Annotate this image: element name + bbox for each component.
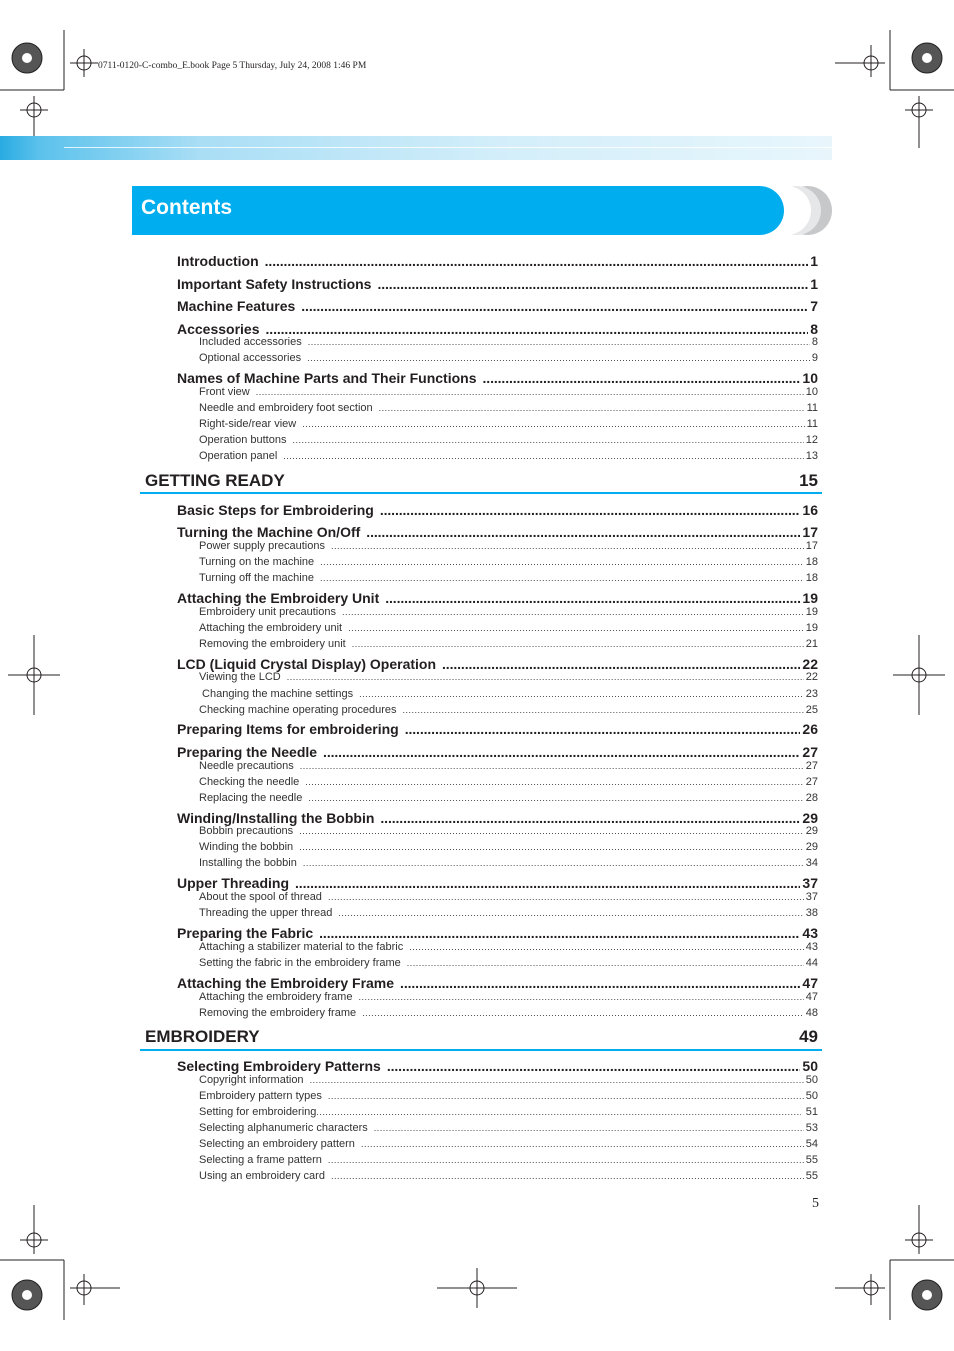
toc-entry-page: 27	[802, 744, 818, 760]
dot-leader	[405, 720, 801, 738]
toc-subentry[interactable]	[199, 791, 818, 805]
section-heading-getting-ready[interactable]	[145, 471, 818, 491]
toc-entry-page: 29	[802, 810, 818, 826]
toc-entry-page: 47	[802, 975, 818, 991]
toc-subentry-page: 44	[805, 957, 818, 969]
toc-subentry-page: 13	[805, 450, 818, 462]
toc-subentry-label: Embroidery pattern types	[199, 1090, 322, 1102]
dot-leader	[379, 401, 805, 415]
dot-leader	[380, 501, 801, 519]
toc-subentry-label: Copyright information	[199, 1074, 304, 1086]
toc-subentry[interactable]	[199, 703, 818, 717]
toc-subentry[interactable]	[199, 335, 818, 349]
toc-subentry-label: About the spool of thread	[199, 891, 322, 903]
toc-subentry-label: Turning on the machine	[199, 556, 315, 568]
toc-subentry-page: 29	[805, 825, 818, 837]
dot-leader	[320, 555, 804, 569]
toc-entry-page: 7	[810, 298, 818, 314]
dot-leader	[302, 417, 804, 431]
toc-subentry-page: 50	[805, 1090, 818, 1102]
toc-subentry[interactable]	[199, 1089, 818, 1103]
toc-subentry[interactable]	[199, 637, 818, 651]
toc-subentry[interactable]	[199, 449, 818, 463]
toc-subentry[interactable]	[199, 539, 818, 553]
section-page: 15	[799, 471, 818, 490]
toc-entry-page: 37	[802, 875, 818, 891]
toc-entry-page: 26	[802, 721, 818, 737]
toc-subentry[interactable]	[199, 433, 818, 447]
toc-entry-page: 43	[802, 925, 818, 941]
toc-subentry-page: 18	[805, 572, 818, 584]
dot-leader	[403, 703, 804, 717]
dot-leader	[256, 385, 804, 399]
toc-subentry-page: 17	[805, 540, 818, 552]
top-band-line	[64, 147, 832, 148]
toc-subentry[interactable]	[199, 571, 818, 585]
toc-subentry-label: Included accessories	[199, 336, 302, 348]
toc-subentry-label: Front view	[199, 386, 250, 398]
section-page: 49	[799, 1027, 818, 1046]
dot-leader	[377, 275, 808, 293]
toc-subentry[interactable]	[199, 759, 818, 773]
toc-subentry[interactable]	[199, 401, 818, 415]
dot-leader	[308, 335, 810, 349]
toc-subentry-label: Needle and embroidery foot section	[199, 402, 373, 414]
dot-leader	[303, 856, 804, 870]
dot-leader	[331, 1169, 804, 1183]
toc-subentry[interactable]	[199, 956, 818, 970]
section-heading-embroidery[interactable]	[145, 1027, 818, 1047]
dot-leader	[283, 449, 803, 463]
toc-subentry-label: Optional accessories	[199, 352, 302, 364]
toc-subentry[interactable]	[199, 1137, 818, 1151]
toc-subentry-page: 22	[805, 671, 818, 683]
toc-entry-label: Upper Threading	[177, 875, 290, 891]
toc-subentry[interactable]	[199, 385, 818, 399]
toc-subentry-label: Attaching the embroidery frame	[199, 991, 353, 1003]
toc-subentry-page: 53	[805, 1122, 818, 1134]
toc-entry[interactable]	[177, 275, 818, 293]
dot-leader	[409, 940, 804, 954]
toc-subentry-label: Bobbin precautions	[199, 825, 294, 837]
toc-subentry[interactable]	[199, 890, 818, 904]
toc-subentry-label: Turning off the machine	[199, 572, 314, 584]
toc-subentry-page: 50	[805, 1074, 818, 1086]
toc-subentry[interactable]	[199, 775, 818, 789]
dot-leader	[407, 956, 804, 970]
toc-subentry[interactable]	[199, 1006, 818, 1020]
toc-subentry-page: 48	[805, 1007, 818, 1019]
toc-subentry-label: Removing the embroidery unit	[199, 638, 346, 650]
dot-leader	[301, 297, 808, 315]
toc-subentry-label: Threading the upper thread	[199, 907, 333, 919]
toc-subentry[interactable]	[199, 670, 818, 684]
toc-entry-label: Attaching the Embroidery Frame	[177, 975, 395, 991]
toc-subentry-label: Power supply precautions	[199, 540, 325, 552]
toc-entry-page: 19	[802, 590, 818, 606]
toc-subentry[interactable]	[199, 1073, 818, 1087]
toc-subentry-page: 10	[805, 386, 818, 398]
toc-subentry-label: Selecting a frame pattern	[199, 1154, 322, 1166]
toc-subentry-label: Operation panel	[199, 450, 278, 462]
dot-leader	[300, 759, 804, 773]
print-header: 0711-0120-C-combo_E.book Page 5 Thursday, July 24, 2008 1:46 PM	[98, 61, 367, 71]
toc-subentry-page: 34	[805, 857, 818, 869]
toc-entry-page: 1	[810, 253, 818, 269]
toc-entry-label: Preparing the Needle	[177, 744, 318, 760]
toc-subentry-label: Winding the bobbin	[199, 841, 294, 853]
toc-entry-label: Machine Features	[177, 298, 296, 314]
toc-subentry-page: 19	[805, 606, 818, 618]
dot-leader	[299, 824, 804, 838]
toc-entry[interactable]	[177, 297, 818, 315]
toc-entry-label: LCD (Liquid Crystal Display) Operation	[177, 656, 437, 672]
dot-leader	[338, 906, 803, 920]
toc-subentry[interactable]	[199, 990, 818, 1004]
toc-subentry[interactable]	[199, 1121, 818, 1135]
toc-subentry-page: 47	[805, 991, 818, 1003]
toc-subentry[interactable]	[199, 1153, 818, 1167]
toc-subentry-label: Attaching the embroidery unit	[199, 622, 343, 634]
toc-subentry-label: Checking machine operating procedures	[199, 704, 397, 716]
toc-subentry-page: 55	[805, 1154, 818, 1166]
toc-subentry-page: 23	[805, 688, 818, 700]
toc-entry-label: Introduction	[177, 253, 259, 269]
toc-subentry-label: Replacing the needle	[199, 792, 303, 804]
toc-entry-page: 22	[802, 656, 818, 672]
dot-leader	[358, 990, 803, 1004]
toc-subentry-label: Setting for embroidering	[199, 1106, 317, 1118]
dot-leader	[316, 1105, 800, 1119]
page-number: 5	[812, 1196, 819, 1211]
toc-subentry-page: 43	[805, 941, 818, 953]
toc-entry[interactable]	[177, 720, 818, 738]
toc-entry-page: 1	[810, 276, 818, 292]
dot-leader	[320, 571, 804, 585]
toc-subentry[interactable]	[199, 621, 818, 635]
toc-subentry[interactable]	[199, 824, 818, 838]
toc-subentry-page: 19	[805, 622, 818, 634]
toc-entry-label: Selecting Embroidery Patterns	[177, 1058, 381, 1074]
toc-subentry-label: Needle precautions	[199, 760, 294, 772]
toc-subentry-label: Installing the bobbin	[199, 857, 297, 869]
toc-subentry-label: Viewing the LCD	[199, 671, 281, 683]
dot-leader	[328, 1153, 804, 1167]
page-title: Contents	[141, 196, 232, 219]
toc-entry-label: Preparing Items for embroidering	[177, 721, 399, 737]
section-title: GETTING READY	[145, 471, 285, 490]
dot-leader	[362, 1006, 804, 1020]
toc-subentry-label: Removing the embroidery frame	[199, 1007, 357, 1019]
toc-subentry-page: 11	[806, 402, 818, 414]
toc-entry-page: 17	[802, 524, 818, 540]
toc-entry-label: Attaching the Embroidery Unit	[177, 590, 380, 606]
toc-entry-label: Turning the Machine On/Off	[177, 524, 361, 540]
toc-subentry-page: 12	[805, 434, 818, 446]
dot-leader	[348, 621, 804, 635]
dot-leader	[352, 637, 804, 651]
section-title: EMBROIDERY	[145, 1027, 260, 1046]
toc-subentry[interactable]	[199, 605, 818, 619]
toc-subentry-label: Selecting alphanumeric characters	[199, 1122, 368, 1134]
dot-leader	[287, 670, 804, 684]
toc-subentry[interactable]	[199, 1169, 818, 1183]
dot-leader	[265, 252, 809, 270]
toc-subentry-page: 37	[805, 891, 818, 903]
toc-subentry-label: Selecting an embroidery pattern	[199, 1138, 355, 1150]
toc-subentry[interactable]	[199, 940, 818, 954]
toc-subentry-page: 51	[802, 1106, 818, 1118]
toc-subentry[interactable]	[199, 856, 818, 870]
toc-subentry-page: 29	[805, 841, 818, 853]
toc-entry-page: 8	[810, 321, 818, 337]
toc-subentry[interactable]	[199, 687, 818, 701]
toc-subentry-label: Embroidery unit precautions	[199, 606, 336, 618]
dot-leader	[328, 1089, 804, 1103]
toc-entry-label: Important Safety Instructions	[177, 276, 372, 292]
dot-leader	[305, 775, 803, 789]
toc-subentry-label: Right-side/rear view	[199, 418, 297, 430]
toc-subentry-label: Using an embroidery card	[199, 1170, 325, 1182]
toc-entry-page: 10	[802, 370, 818, 386]
toc-subentry[interactable]	[199, 906, 818, 920]
toc-subentry-page: 28	[805, 792, 818, 804]
toc-subentry-page: 11	[806, 418, 818, 430]
dot-leader	[331, 539, 804, 553]
dot-leader	[361, 1137, 804, 1151]
toc-subentry-label: Operation buttons	[199, 434, 287, 446]
toc-entry[interactable]	[177, 501, 818, 519]
toc-subentry-page: 8	[811, 336, 818, 348]
toc-subentry-page: 55	[805, 1170, 818, 1182]
toc-subentry[interactable]	[199, 1105, 818, 1119]
toc-subentry-page: 18	[805, 556, 818, 568]
toc-subentry-page: 38	[805, 907, 818, 919]
toc-entry[interactable]	[177, 252, 818, 270]
dot-leader	[292, 433, 803, 447]
toc-subentry-label: Setting the fabric in the embroidery frame	[199, 957, 401, 969]
toc-subentry-page: 27	[805, 760, 818, 772]
toc-subentry[interactable]	[199, 840, 818, 854]
toc-subentry[interactable]	[199, 351, 818, 365]
toc-subentry-page: 25	[805, 704, 818, 716]
top-color-band	[0, 136, 832, 160]
toc-subentry-label: Attaching a stabilizer material to the fabric	[199, 941, 404, 953]
toc-subentry-page: 54	[805, 1138, 818, 1150]
toc-entry-label: Winding/Installing the Bobbin	[177, 810, 375, 826]
toc-subentry[interactable]	[199, 417, 818, 431]
dot-leader	[359, 687, 804, 701]
dot-leader	[308, 791, 803, 805]
toc-entry-page: 16	[802, 502, 818, 518]
toc-entry-label: Names of Machine Parts and Their Functions	[177, 370, 477, 386]
toc-entry-label: Basic Steps for Embroidering	[177, 502, 374, 518]
toc-subentry-label: Checking the needle	[199, 776, 300, 788]
toc-entry-page: 50	[802, 1058, 818, 1074]
toc-subentry-label: Changing the machine settings	[199, 688, 354, 700]
dot-leader	[342, 605, 804, 619]
toc-entry-label: Accessories	[177, 321, 260, 337]
dot-leader	[299, 840, 804, 854]
dot-leader	[307, 351, 810, 365]
dot-leader	[374, 1121, 804, 1135]
toc-subentry-page: 21	[805, 638, 818, 650]
section-rule	[140, 492, 822, 494]
toc-entry-label: Preparing the Fabric	[177, 925, 314, 941]
toc-subentry-page: 27	[805, 776, 818, 788]
dot-leader	[310, 1073, 804, 1087]
section-rule	[140, 1049, 822, 1051]
dot-leader	[328, 890, 804, 904]
toc-subentry-page: 9	[811, 352, 818, 364]
toc-subentry[interactable]	[199, 555, 818, 569]
